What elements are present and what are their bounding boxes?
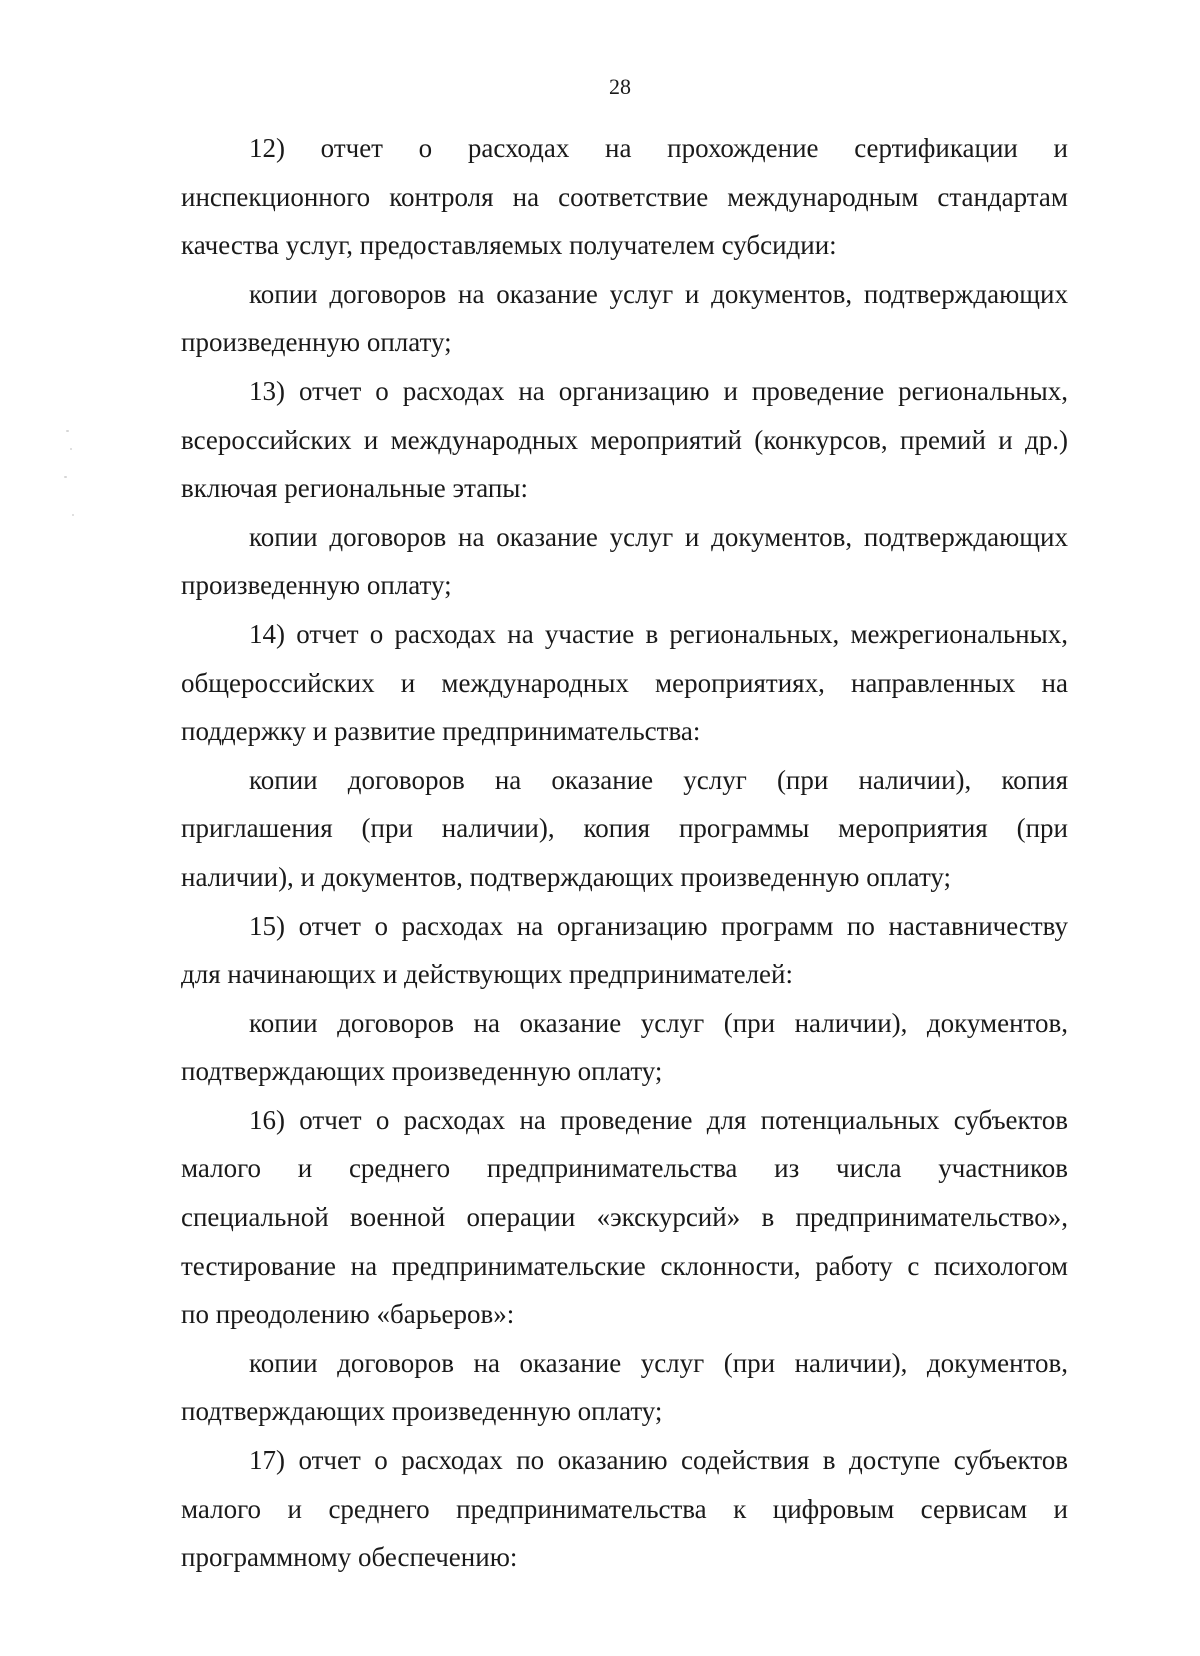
text-line: программному обеспечению: xyxy=(181,1542,518,1573)
text-line: приглашения (при наличии), копия программы мероприятия (при xyxy=(181,813,1068,844)
text-line: копии договоров на оказание услуг (при наличии), копия xyxy=(249,764,1068,795)
text-line: для начинающих и действующих предпринимателей: xyxy=(181,959,793,990)
text-line: поддержку и развитие предпринимательства: xyxy=(181,716,701,747)
paragraph-p16-docs xyxy=(181,1339,1068,1436)
text-line: качества услуг, предоставляемых получателем субсидии: xyxy=(181,230,837,261)
text-line: 17) отчет о расходах по оказанию содействия в доступе субъектов xyxy=(249,1445,1068,1476)
text-line: общероссийских и международных мероприятиях, направленных на xyxy=(181,667,1068,698)
paragraph-p16 xyxy=(181,1096,1068,1339)
text-line: 13) отчет о расходах на организацию и проведение региональных, xyxy=(249,375,1068,406)
paragraph-p13 xyxy=(181,367,1068,513)
text-line: инспекционного контроля на соответствие международным стандартам xyxy=(181,181,1068,212)
paragraph-p15 xyxy=(181,902,1068,999)
scan-artifact xyxy=(60,430,100,550)
paragraph-p12-docs xyxy=(181,270,1068,367)
text-line: малого и среднего предпринимательства к цифровым сервисам и xyxy=(181,1493,1068,1524)
paragraph-p13-docs xyxy=(181,513,1068,610)
text-line: подтверждающих произведенную оплату; xyxy=(181,1056,663,1087)
text-line: произведенную оплату; xyxy=(181,327,452,358)
text-line: малого и среднего предпринимательства из числа участников xyxy=(181,1153,1068,1184)
paragraph-p14 xyxy=(181,610,1068,756)
text-line: копии договоров на оказание услуг и документов, подтверждающих xyxy=(249,278,1068,309)
text-line: 14) отчет о расходах на участие в региональных, межрегиональных, xyxy=(249,618,1068,649)
text-line: наличии), и документов, подтверждающих произведенную оплату; xyxy=(181,861,952,892)
text-line: 16) отчет о расходах на проведение для потенциальных субъектов xyxy=(249,1104,1068,1135)
text-line: копии договоров на оказание услуг (при наличии), документов, xyxy=(249,1347,1068,1378)
paragraph-p12 xyxy=(181,124,1068,270)
document-body xyxy=(181,124,1068,1582)
text-line: 15) отчет о расходах на организацию программ по наставничеству xyxy=(249,910,1068,941)
text-line: копии договоров на оказание услуг (при наличии), документов, xyxy=(249,1007,1068,1038)
text-line: всероссийских и международных мероприятий (конкурсов, премий и др.) xyxy=(181,424,1068,455)
paragraph-p17 xyxy=(181,1436,1068,1582)
text-line: специальной военной операции «экскурсий» в предпринимательство», xyxy=(181,1202,1068,1233)
page-number: 28 xyxy=(609,74,631,99)
text-line: тестирование на предпринимательские склонности, работу с психологом xyxy=(181,1250,1068,1281)
text-line: копии договоров на оказание услуг и документов, подтверждающих xyxy=(249,521,1068,552)
text-line: включая региональные этапы: xyxy=(181,473,528,504)
text-line: подтверждающих произведенную оплату; xyxy=(181,1396,663,1427)
paragraph-p14-docs xyxy=(181,756,1068,902)
text-line: 12) отчет о расходах на прохождение сертификации и xyxy=(249,133,1068,163)
paragraph-p15-docs xyxy=(181,999,1068,1096)
text-line: произведенную оплату; xyxy=(181,570,452,601)
text-line: по преодолению «барьеров»: xyxy=(181,1299,515,1330)
